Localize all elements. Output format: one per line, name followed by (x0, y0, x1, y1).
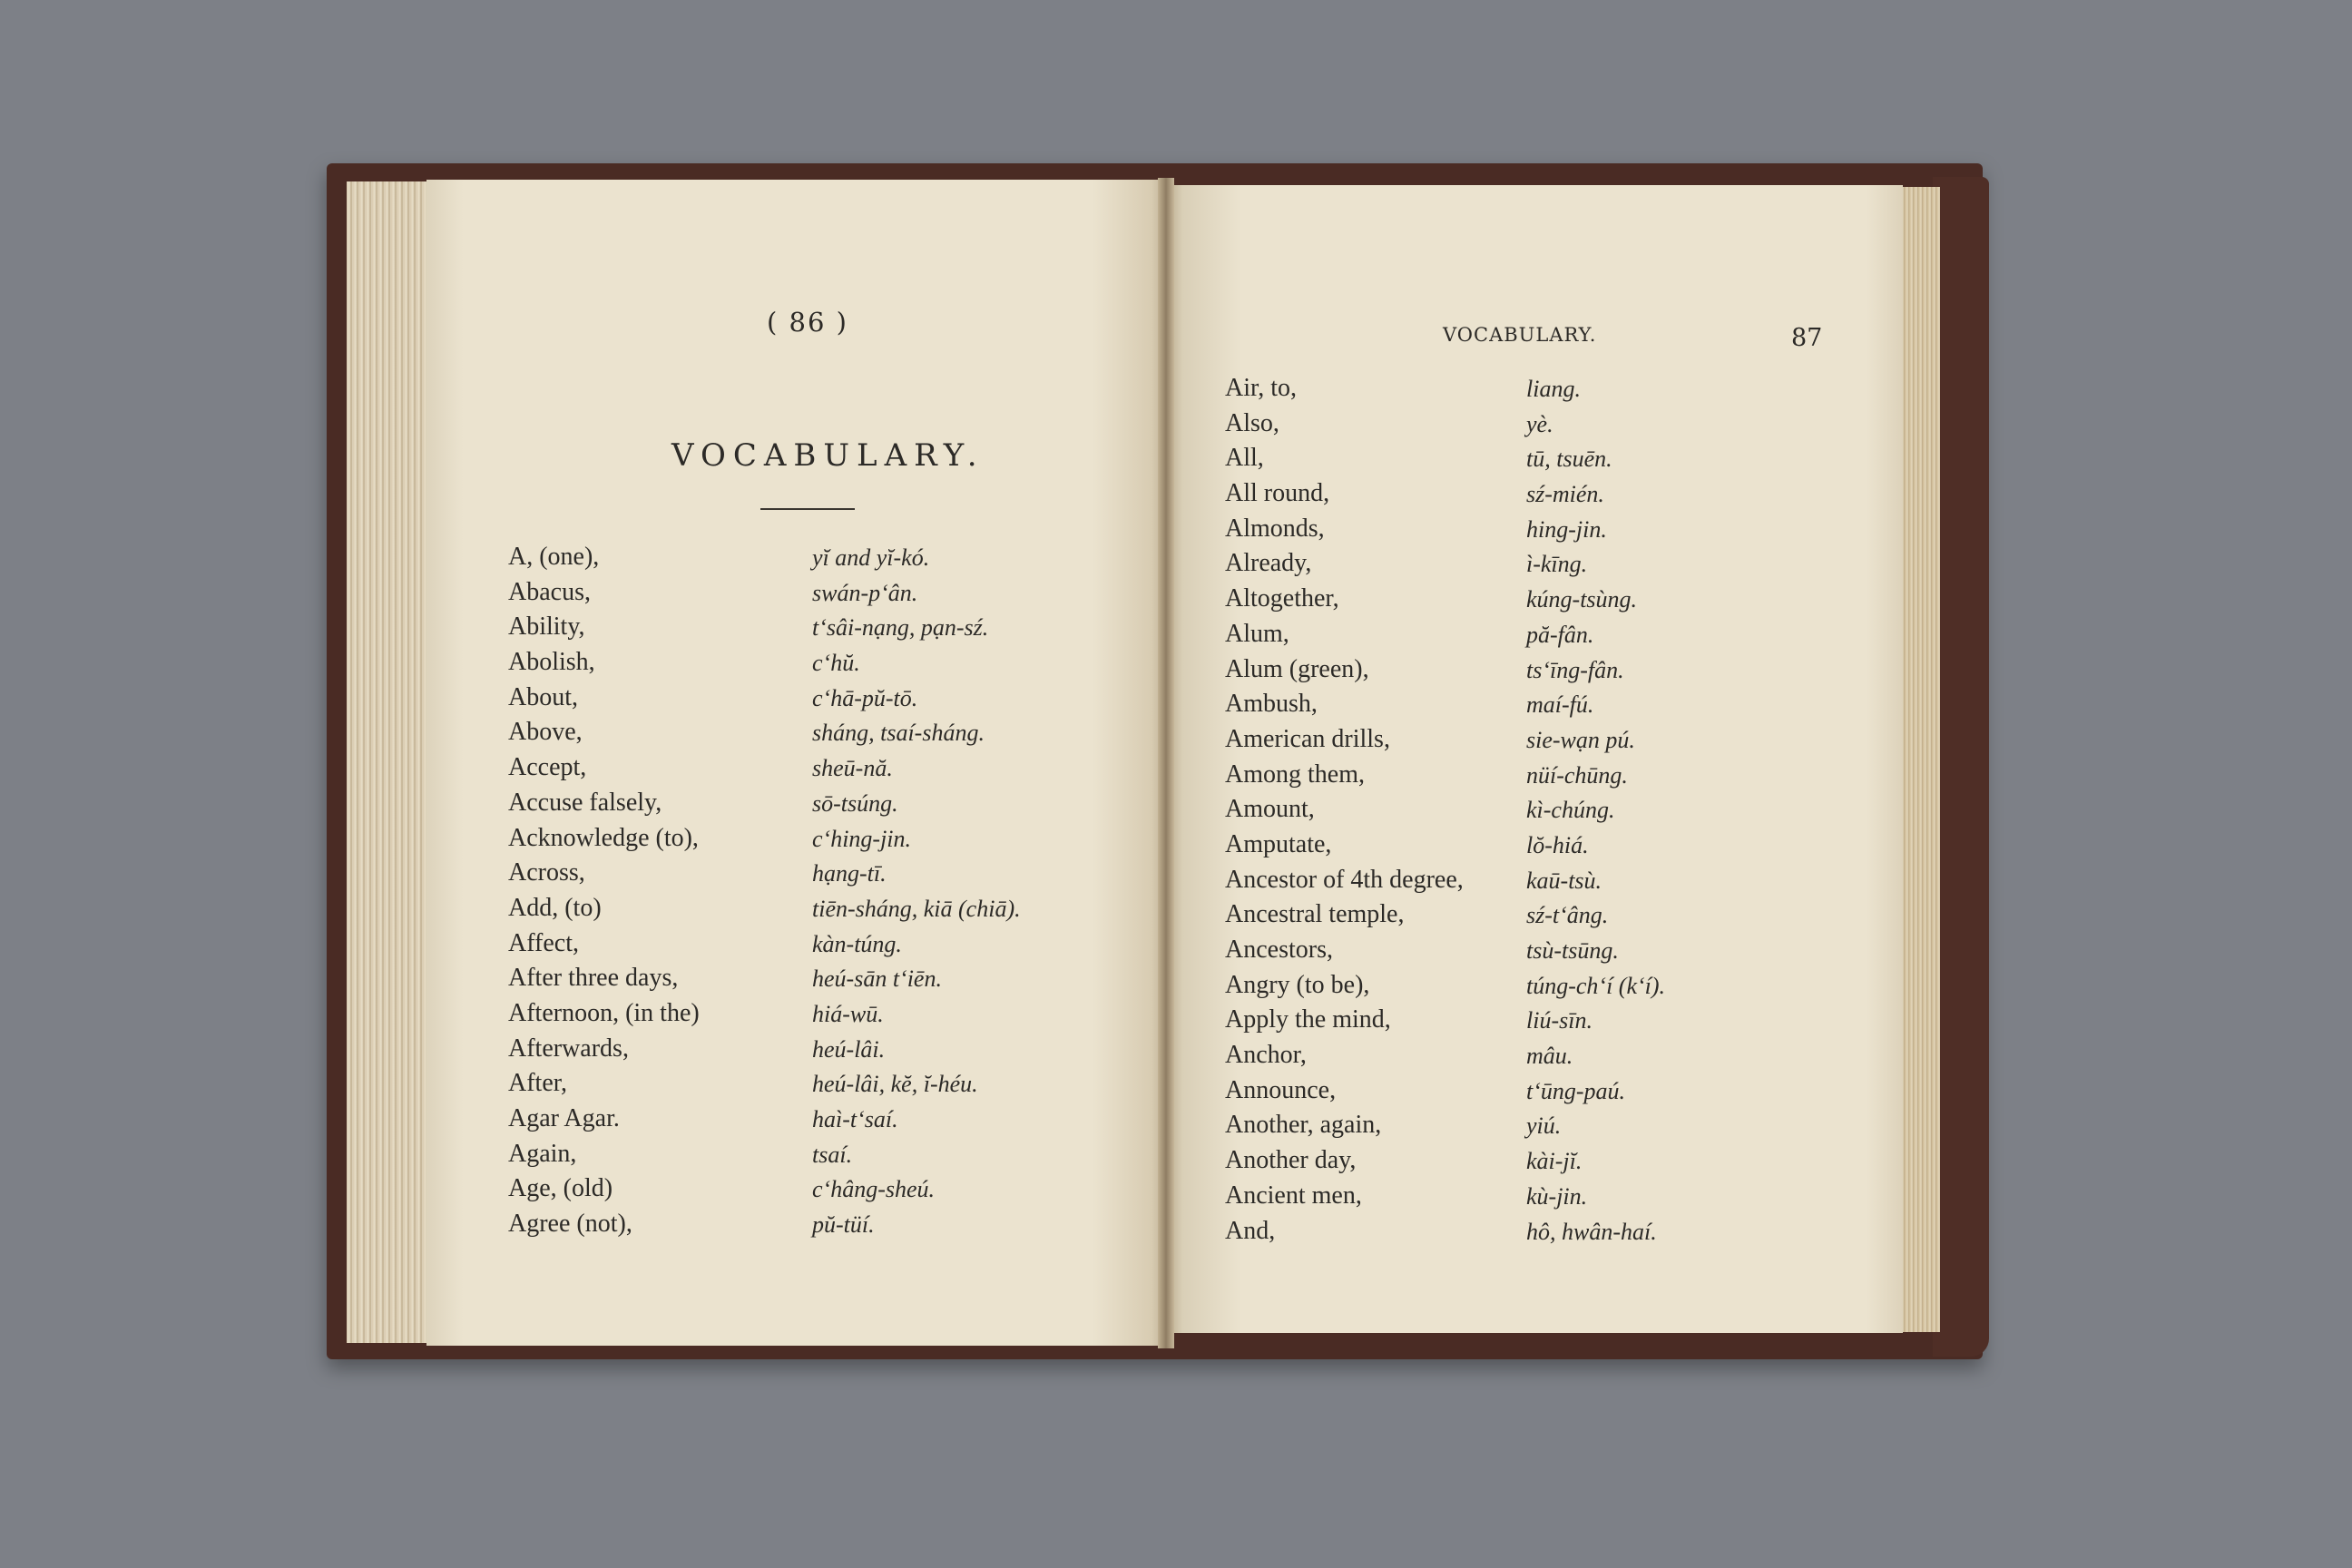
vocabulary-entry (1225, 444, 1733, 479)
left-vocabulary-list (508, 543, 1089, 1245)
vocabulary-entry (1225, 409, 1733, 445)
entry-gloss: kúng-tsùng. (1526, 586, 1638, 613)
entry-gloss: lŏ-hiá. (1526, 831, 1589, 858)
entry-gloss: c‘hing-jin. (812, 825, 912, 852)
running-head: VOCABULARY. (1443, 324, 1597, 346)
entry-gloss: ts‘īng-fân. (1526, 656, 1624, 683)
entry-gloss: kài-jĭ. (1526, 1148, 1583, 1175)
entry-term: Ancestor of 4th degree, (1225, 865, 1464, 894)
entry-term: Ancestral temple, (1225, 900, 1405, 929)
entry-term: Age, (old) (508, 1174, 613, 1203)
vocabulary-entry (508, 929, 1089, 965)
vocabulary-entry (1225, 584, 1733, 620)
vocabulary-entry (1225, 936, 1733, 971)
vocabulary-entry (1225, 479, 1733, 514)
entry-term: Alum (green), (1225, 654, 1369, 683)
entry-gloss: hô, hwân-haí. (1526, 1218, 1657, 1245)
entry-gloss: heú-sān t‘iēn. (812, 965, 942, 993)
entry-term: Amount, (1225, 795, 1315, 824)
right-page-number: 87 (1791, 324, 1823, 352)
entry-term: Afternoon, (in the) (508, 998, 700, 1027)
vocabulary-entry (508, 858, 1089, 894)
vocabulary-entry (1225, 1041, 1733, 1076)
entry-term: Air, to, (1225, 374, 1297, 402)
vocabulary-entry (1225, 971, 1733, 1006)
vocabulary-entry (508, 789, 1089, 824)
entry-term: Agree (not), (508, 1210, 632, 1239)
entry-term: Angry (to be), (1225, 970, 1370, 999)
vocabulary-entry (1225, 620, 1733, 655)
entry-term: Almonds, (1225, 514, 1325, 543)
entry-term: Among them, (1225, 760, 1365, 789)
entry-gloss: sheū-nă. (812, 755, 893, 782)
right-vocabulary-list (1225, 374, 1733, 1251)
entry-gloss: mâu. (1526, 1043, 1573, 1070)
vocabulary-entry (1225, 830, 1733, 866)
entry-term: Agar Agar. (508, 1104, 620, 1132)
book-gutter (1158, 178, 1174, 1348)
entry-gloss: c‘hā-pŭ-tō. (812, 684, 918, 711)
vocabulary-entry (1225, 725, 1733, 760)
entry-term: Anchor, (1225, 1041, 1307, 1070)
entry-gloss: pă-fân. (1526, 621, 1594, 648)
entry-term: Accept, (508, 753, 587, 782)
entry-term: Announce, (1225, 1075, 1337, 1104)
entry-term: Also, (1225, 408, 1279, 437)
entry-gloss: hiá-wū. (812, 1000, 884, 1027)
vocabulary-entry (508, 718, 1089, 753)
entry-gloss: tū, tsuēn. (1526, 446, 1612, 473)
entry-term: A, (one), (508, 543, 600, 571)
left-page-edges (347, 181, 437, 1343)
entry-term: Apply the mind, (1225, 1005, 1391, 1034)
entry-term: Amputate, (1225, 829, 1332, 858)
entry-gloss: ì-kīng. (1526, 551, 1588, 578)
entry-term: And, (1225, 1216, 1276, 1245)
vocabulary-entry (508, 1104, 1089, 1140)
vocabulary-entry (1225, 795, 1733, 830)
vocabulary-entry (1225, 1005, 1733, 1041)
entry-term: Acknowledge (to), (508, 823, 699, 852)
entry-term: Afterwards, (508, 1034, 629, 1063)
entry-term: Add, (to) (508, 893, 602, 922)
entry-term: Another, again, (1225, 1111, 1382, 1140)
vocabulary-entry (1225, 374, 1733, 409)
entry-gloss: liú-sīn. (1526, 1007, 1592, 1034)
entry-gloss: hing-jin. (1526, 515, 1607, 543)
entry-gloss: yĭ and yĭ-kó. (812, 544, 930, 571)
entry-gloss: yè. (1526, 410, 1553, 437)
vocabulary-entry (508, 1034, 1089, 1070)
entry-term: About, (508, 682, 578, 711)
vocabulary-entry (1225, 1181, 1733, 1217)
entry-term: Across, (508, 858, 585, 887)
entry-gloss: liang. (1526, 376, 1581, 402)
entry-gloss: pŭ-tüí. (812, 1211, 875, 1239)
page-title: VOCABULARY. (671, 437, 985, 474)
entry-gloss: kì-chúng. (1526, 797, 1615, 824)
vocabulary-entry (1225, 866, 1733, 901)
vocabulary-entry (508, 683, 1089, 719)
entry-gloss: heú-lâi, kĕ, ĭ-héu. (812, 1071, 978, 1098)
vocabulary-entry (508, 648, 1089, 683)
entry-gloss: maí-fú. (1526, 691, 1594, 719)
entry-term: Affect, (508, 928, 579, 957)
entry-gloss: haì-t‘saí. (812, 1106, 898, 1132)
entry-gloss: hạng-tī. (812, 860, 887, 887)
entry-gloss: kàn-túng. (812, 930, 902, 957)
entry-term: Abolish, (508, 648, 595, 677)
entry-gloss: c‘hŭ. (812, 650, 860, 677)
entry-term: All, (1225, 444, 1264, 473)
entry-gloss: c‘hâng-sheú. (812, 1176, 936, 1203)
vocabulary-entry (1225, 514, 1733, 550)
entry-gloss: yiú. (1526, 1112, 1562, 1140)
entry-term: After, (508, 1069, 567, 1098)
vocabulary-entry (508, 543, 1089, 578)
entry-gloss: sō-tsúng. (812, 789, 898, 817)
vocabulary-entry (508, 1174, 1089, 1210)
vocabulary-entry (508, 753, 1089, 789)
vocabulary-entry (1225, 1076, 1733, 1112)
entry-gloss: swán-p‘ân. (812, 579, 918, 606)
vocabulary-entry (508, 612, 1089, 648)
entry-term: Alum, (1225, 619, 1289, 648)
entry-gloss: kù-jin. (1526, 1182, 1588, 1210)
entry-term: Accuse falsely, (508, 788, 662, 817)
entry-term: Another day, (1225, 1146, 1357, 1175)
title-rule (760, 508, 855, 510)
vocabulary-entry (1225, 549, 1733, 584)
entry-gloss: tiēn-sháng, kiā (chiā). (812, 895, 1021, 922)
entry-gloss: tsù-tsūng. (1526, 937, 1619, 964)
entry-term: Ancestors, (1225, 936, 1333, 964)
entry-gloss: sź-t‘âng. (1526, 902, 1609, 929)
entry-gloss: t‘ūng-paú. (1526, 1077, 1626, 1104)
entry-term: Ambush, (1225, 690, 1318, 719)
vocabulary-entry (508, 894, 1089, 929)
vocabulary-entry (1225, 900, 1733, 936)
vocabulary-entry (1225, 655, 1733, 691)
entry-gloss: t‘sâi-nạng, pạn-sź. (812, 614, 989, 642)
entry-term: American drills, (1225, 724, 1390, 753)
book-cover-edge (1933, 177, 1989, 1357)
entry-gloss: tsaí. (812, 1141, 853, 1168)
entry-gloss: sź-mién. (1526, 481, 1604, 508)
vocabulary-entry (508, 1210, 1089, 1245)
vocabulary-entry (1225, 1111, 1733, 1146)
entry-gloss: túng-ch‘í (k‘í). (1526, 972, 1666, 999)
vocabulary-entry (1225, 690, 1733, 725)
entry-term: Ability, (508, 612, 585, 642)
vocabulary-entry (508, 824, 1089, 859)
entry-term: Ancient men, (1225, 1181, 1362, 1210)
left-page-number: ( 86 ) (767, 307, 848, 338)
entry-gloss: sháng, tsaí-sháng. (812, 720, 985, 747)
entry-gloss: kaū-tsù. (1526, 867, 1602, 894)
entry-term: Above, (508, 718, 583, 747)
vocabulary-entry (1225, 760, 1733, 796)
vocabulary-entry (508, 964, 1089, 999)
entry-term: Again, (508, 1139, 577, 1168)
vocabulary-entry (1225, 1146, 1733, 1181)
entry-term: Already, (1225, 549, 1312, 578)
right-page-edges (1900, 187, 1940, 1332)
entry-term: After three days, (508, 964, 679, 993)
vocabulary-entry (508, 1069, 1089, 1104)
vocabulary-entry (508, 1140, 1089, 1175)
vocabulary-entry (508, 999, 1089, 1034)
vocabulary-entry (508, 578, 1089, 613)
vocabulary-entry (1225, 1217, 1733, 1252)
entry-term: Altogether, (1225, 584, 1339, 613)
entry-gloss: nüí-chūng. (1526, 761, 1628, 789)
entry-gloss: sie-wạn pú. (1526, 726, 1635, 753)
entry-gloss: heú-lâi. (812, 1035, 886, 1063)
entry-term: All round, (1225, 479, 1330, 508)
entry-term: Abacus, (508, 577, 591, 606)
